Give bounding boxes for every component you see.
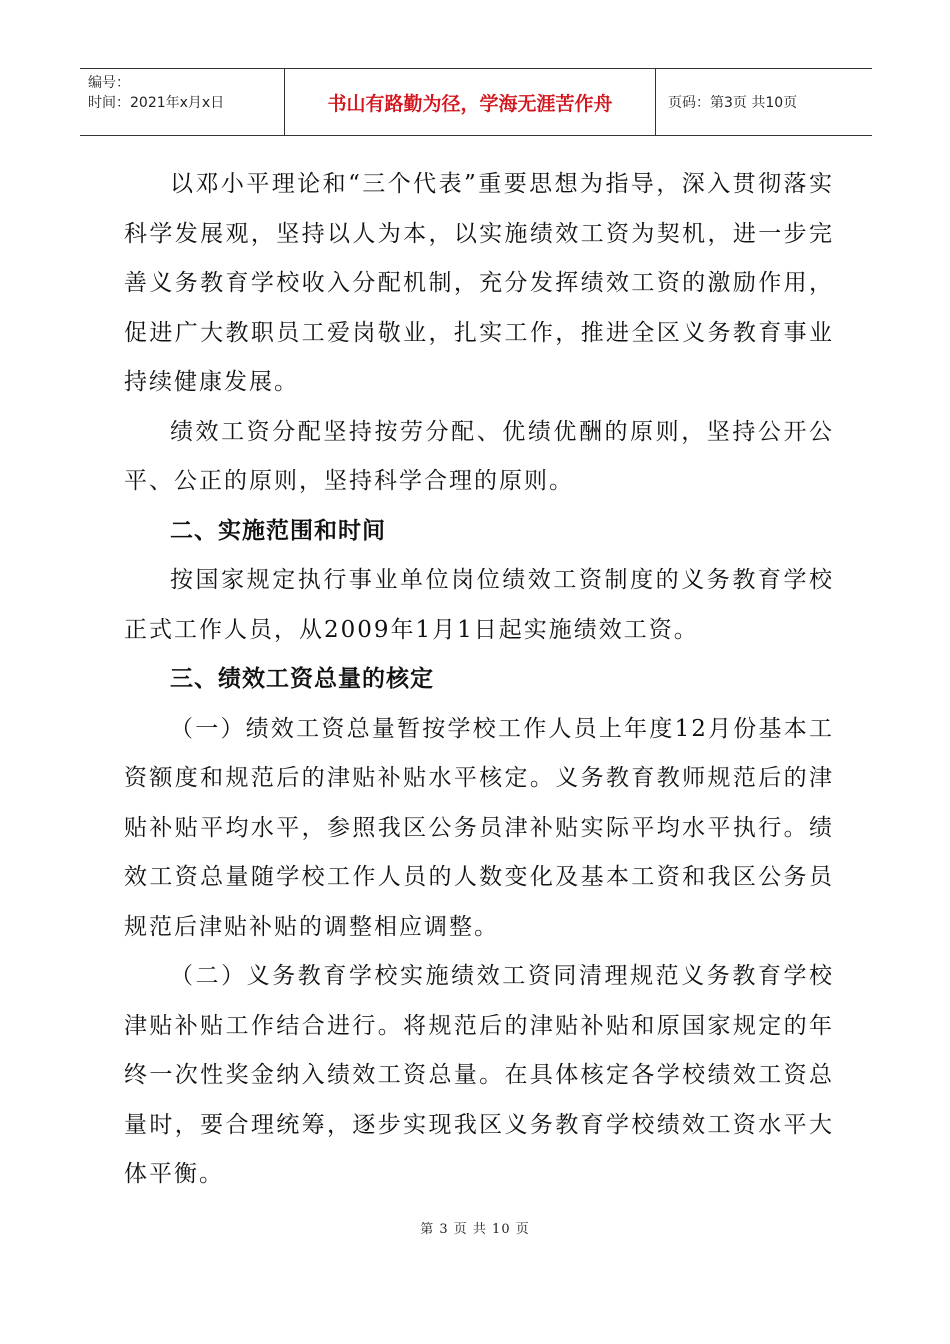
paragraph-principles: 绩效工资分配坚持按劳分配、优绩优酬的原则，坚持公开公平、公正的原则，坚持科学合理的原则。: [124, 418, 834, 494]
paragraph-guiding-thought: 以邓小平理论和“三个代表”重要思想为指导，深入贯彻落实科学发展观，坚持以人为本，以实施绩效工资为契机，进一步完善义务教育学校收入分配机制，充分发挥绩效工资的激励作用，促进广大教职员工爱岗敬业，扎实工作，推进全区义务教育事业持续健康发展。: [124, 171, 834, 395]
number-label: 编号：: [88, 75, 130, 91]
section-heading-total: 三、绩效工资总量的核定: [170, 666, 434, 692]
page-header: [80, 68, 872, 136]
header-page-code: 页码：第3页 共10页: [668, 95, 798, 111]
section-heading-scope: 二、实施范围和时间: [170, 517, 386, 544]
paragraph-total-2: （二）义务教育学校实施绩效工资同清理规范义务教育学校津贴补贴工作结合进行。将规范后的津贴补贴和原国家规定的年终一次性奖金纳入绩效工资总量。在具体核定各学校绩效工资总量时，要合理统筹，逐步实现我区义务教育学校绩效工资水平大体平衡。: [124, 963, 834, 1187]
time-label: 时间：2021年x月x日: [88, 95, 225, 111]
header-meta: [80, 69, 284, 135]
document-body: [124, 160, 834, 1200]
header-motto: 书山有路勤为径，学海无涯苦作舟: [284, 69, 656, 135]
page-footer: 第 3 页 共 10 页: [420, 1222, 530, 1237]
paragraph-total-1: （一）绩效工资总量暂按学校工作人员上年度12月份基本工资额度和规范后的津贴补贴水平核定。义务教育教师规范后的津贴补贴平均水平，参照我区公务员津补贴实际平均水平执行。绩效工资总量随学校工作人员的人数变化及基本工资和我区公务员规范后津贴补贴的调整相应调整。: [124, 715, 834, 940]
paragraph-scope: 按国家规定执行事业单位岗位绩效工资制度的义务教育学校正式工作人员，从2009年1月1日起实施绩效工资。: [124, 567, 834, 643]
